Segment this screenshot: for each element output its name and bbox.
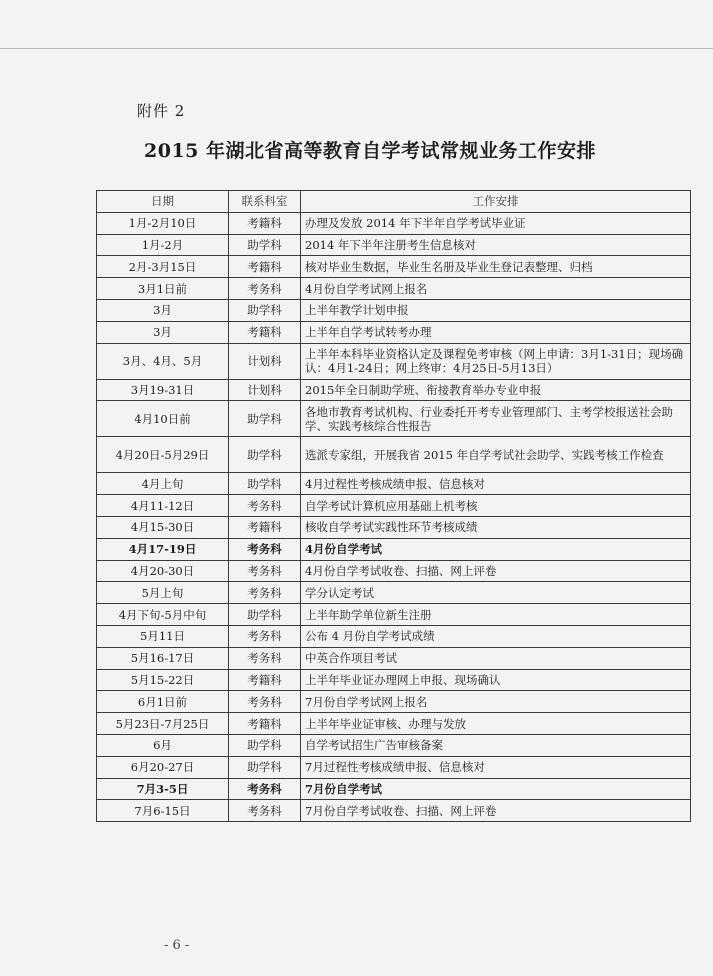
row-date: 3月 [97, 321, 229, 343]
table-row [97, 401, 691, 437]
row-office: 考务科 [229, 691, 301, 713]
row-office: 助学科 [229, 234, 301, 256]
header-date: 日期 [97, 191, 229, 213]
row-date: 6月 [97, 734, 229, 756]
row-office: 计划科 [229, 343, 301, 379]
row-date: 1月-2月10日 [97, 212, 229, 234]
row-office: 考籍科 [229, 321, 301, 343]
table-row [97, 778, 691, 800]
row-office: 考务科 [229, 625, 301, 647]
row-task: 核收自学考试实践性环节考核成绩 [301, 516, 691, 538]
row-office: 考籍科 [229, 516, 301, 538]
row-office: 考务科 [229, 800, 301, 822]
row-date: 5月16-17日 [97, 647, 229, 669]
table-row [97, 212, 691, 234]
header-office: 联系科室 [229, 191, 301, 213]
row-task: 4月份自学考试收卷、扫描、网上评卷 [301, 560, 691, 582]
row-office: 考籍科 [229, 669, 301, 691]
table-row [97, 625, 691, 647]
table-row [97, 582, 691, 604]
row-task: 7月份自学考试网上报名 [301, 691, 691, 713]
row-date: 3月1日前 [97, 278, 229, 300]
row-date: 6月20-27日 [97, 756, 229, 778]
row-office: 考籍科 [229, 713, 301, 735]
row-date: 3月 [97, 299, 229, 321]
row-office: 考务科 [229, 582, 301, 604]
table-row [97, 538, 691, 560]
row-date: 5月11日 [97, 625, 229, 647]
attachment-label: 附件 2 [137, 102, 186, 120]
table-row [97, 278, 691, 300]
row-date: 4月上旬 [97, 473, 229, 495]
schedule-table [96, 190, 691, 822]
row-office: 助学科 [229, 299, 301, 321]
row-date: 6月1日前 [97, 691, 229, 713]
row-task: 4月过程性考核成绩申报、信息核对 [301, 473, 691, 495]
row-office: 考务科 [229, 778, 301, 800]
table-row [97, 756, 691, 778]
table-row [97, 669, 691, 691]
table-row [97, 647, 691, 669]
row-date: 4月17-19日 [97, 538, 229, 560]
row-office: 计划科 [229, 379, 301, 401]
row-date: 4月20日-5月29日 [97, 437, 229, 473]
table-row [97, 495, 691, 517]
row-task: 上半年本科毕业资格认定及课程免考审核（网上申请：3月1-31日；现场确认：4月1-24日；网上终审：4月25日-5月13日） [301, 343, 691, 379]
row-task: 2015年全日制助学班、衔接教育举办专业申报 [301, 379, 691, 401]
row-date: 7月6-15日 [97, 800, 229, 822]
row-task: 学分认定考试 [301, 582, 691, 604]
row-date: 4月11-12日 [97, 495, 229, 517]
row-date: 5月23日-7月25日 [97, 713, 229, 735]
row-task: 上半年自学考试转考办理 [301, 321, 691, 343]
row-date: 4月下旬-5月中旬 [97, 604, 229, 626]
row-task: 自学考试招生广告审核备案 [301, 734, 691, 756]
page-number: - 6 - [164, 938, 190, 953]
table-row [97, 473, 691, 495]
row-date: 1月-2月 [97, 234, 229, 256]
header-divider [0, 48, 713, 49]
table-row [97, 604, 691, 626]
table-row [97, 299, 691, 321]
row-office: 助学科 [229, 604, 301, 626]
row-task: 上半年毕业证审核、办理与发放 [301, 713, 691, 735]
row-task: 7月份自学考试 [301, 778, 691, 800]
row-task: 4月份自学考试网上报名 [301, 278, 691, 300]
table-row [97, 713, 691, 735]
row-task: 上半年毕业证办理网上申报、现场确认 [301, 669, 691, 691]
row-date: 2月-3月15日 [97, 256, 229, 278]
row-task: 7月过程性考核成绩申报、信息核对 [301, 756, 691, 778]
row-date: 3月19-31日 [97, 379, 229, 401]
row-task: 自学考试计算机应用基础上机考核 [301, 495, 691, 517]
table-row [97, 343, 691, 379]
row-office: 考务科 [229, 278, 301, 300]
schedule-body [97, 212, 691, 821]
row-date: 3月、4月、5月 [97, 343, 229, 379]
table-row [97, 516, 691, 538]
table-row [97, 691, 691, 713]
row-task: 上半年教学计划申报 [301, 299, 691, 321]
row-date: 5月15-22日 [97, 669, 229, 691]
row-date: 4月10日前 [97, 401, 229, 437]
row-task: 各地市教育考试机构、行业委托开考专业管理部门、主考学校报送社会助学、实践考核综合性报告 [301, 401, 691, 437]
row-task: 7月份自学考试收卷、扫描、网上评卷 [301, 800, 691, 822]
row-date: 4月15-30日 [97, 516, 229, 538]
row-date: 5月上旬 [97, 582, 229, 604]
row-office: 助学科 [229, 734, 301, 756]
row-date: 7月3-5日 [97, 778, 229, 800]
table-row [97, 234, 691, 256]
row-office: 考务科 [229, 647, 301, 669]
table-row [97, 560, 691, 582]
row-office: 助学科 [229, 401, 301, 437]
row-office: 考籍科 [229, 256, 301, 278]
row-task: 办理及发放 2014 年下半年自学考试毕业证 [301, 212, 691, 234]
row-office: 考籍科 [229, 212, 301, 234]
table-row [97, 437, 691, 473]
row-task: 中英合作项目考试 [301, 647, 691, 669]
row-office: 考务科 [229, 538, 301, 560]
document-title: 2015 年湖北省高等教育自学考试常规业务工作安排 [144, 140, 596, 162]
row-task: 上半年助学单位新生注册 [301, 604, 691, 626]
row-office: 助学科 [229, 473, 301, 495]
table-row [97, 379, 691, 401]
row-task: 2014 年下半年注册考生信息核对 [301, 234, 691, 256]
table-row [97, 321, 691, 343]
header-task: 工作安排 [301, 191, 691, 213]
table-row [97, 256, 691, 278]
row-office: 考务科 [229, 495, 301, 517]
table-row [97, 800, 691, 822]
table-header-row [97, 191, 691, 213]
row-office: 助学科 [229, 756, 301, 778]
row-task: 核对毕业生数据，毕业生名册及毕业生登记表整理、归档 [301, 256, 691, 278]
table-row [97, 734, 691, 756]
row-date: 4月20-30日 [97, 560, 229, 582]
row-office: 助学科 [229, 437, 301, 473]
row-task: 4月份自学考试 [301, 538, 691, 560]
row-task: 公布 4 月份自学考试成绩 [301, 625, 691, 647]
row-office: 考务科 [229, 560, 301, 582]
row-task: 选派专家组，开展我省 2015 年自学考试社会助学、实践考核工作检查 [301, 437, 691, 473]
